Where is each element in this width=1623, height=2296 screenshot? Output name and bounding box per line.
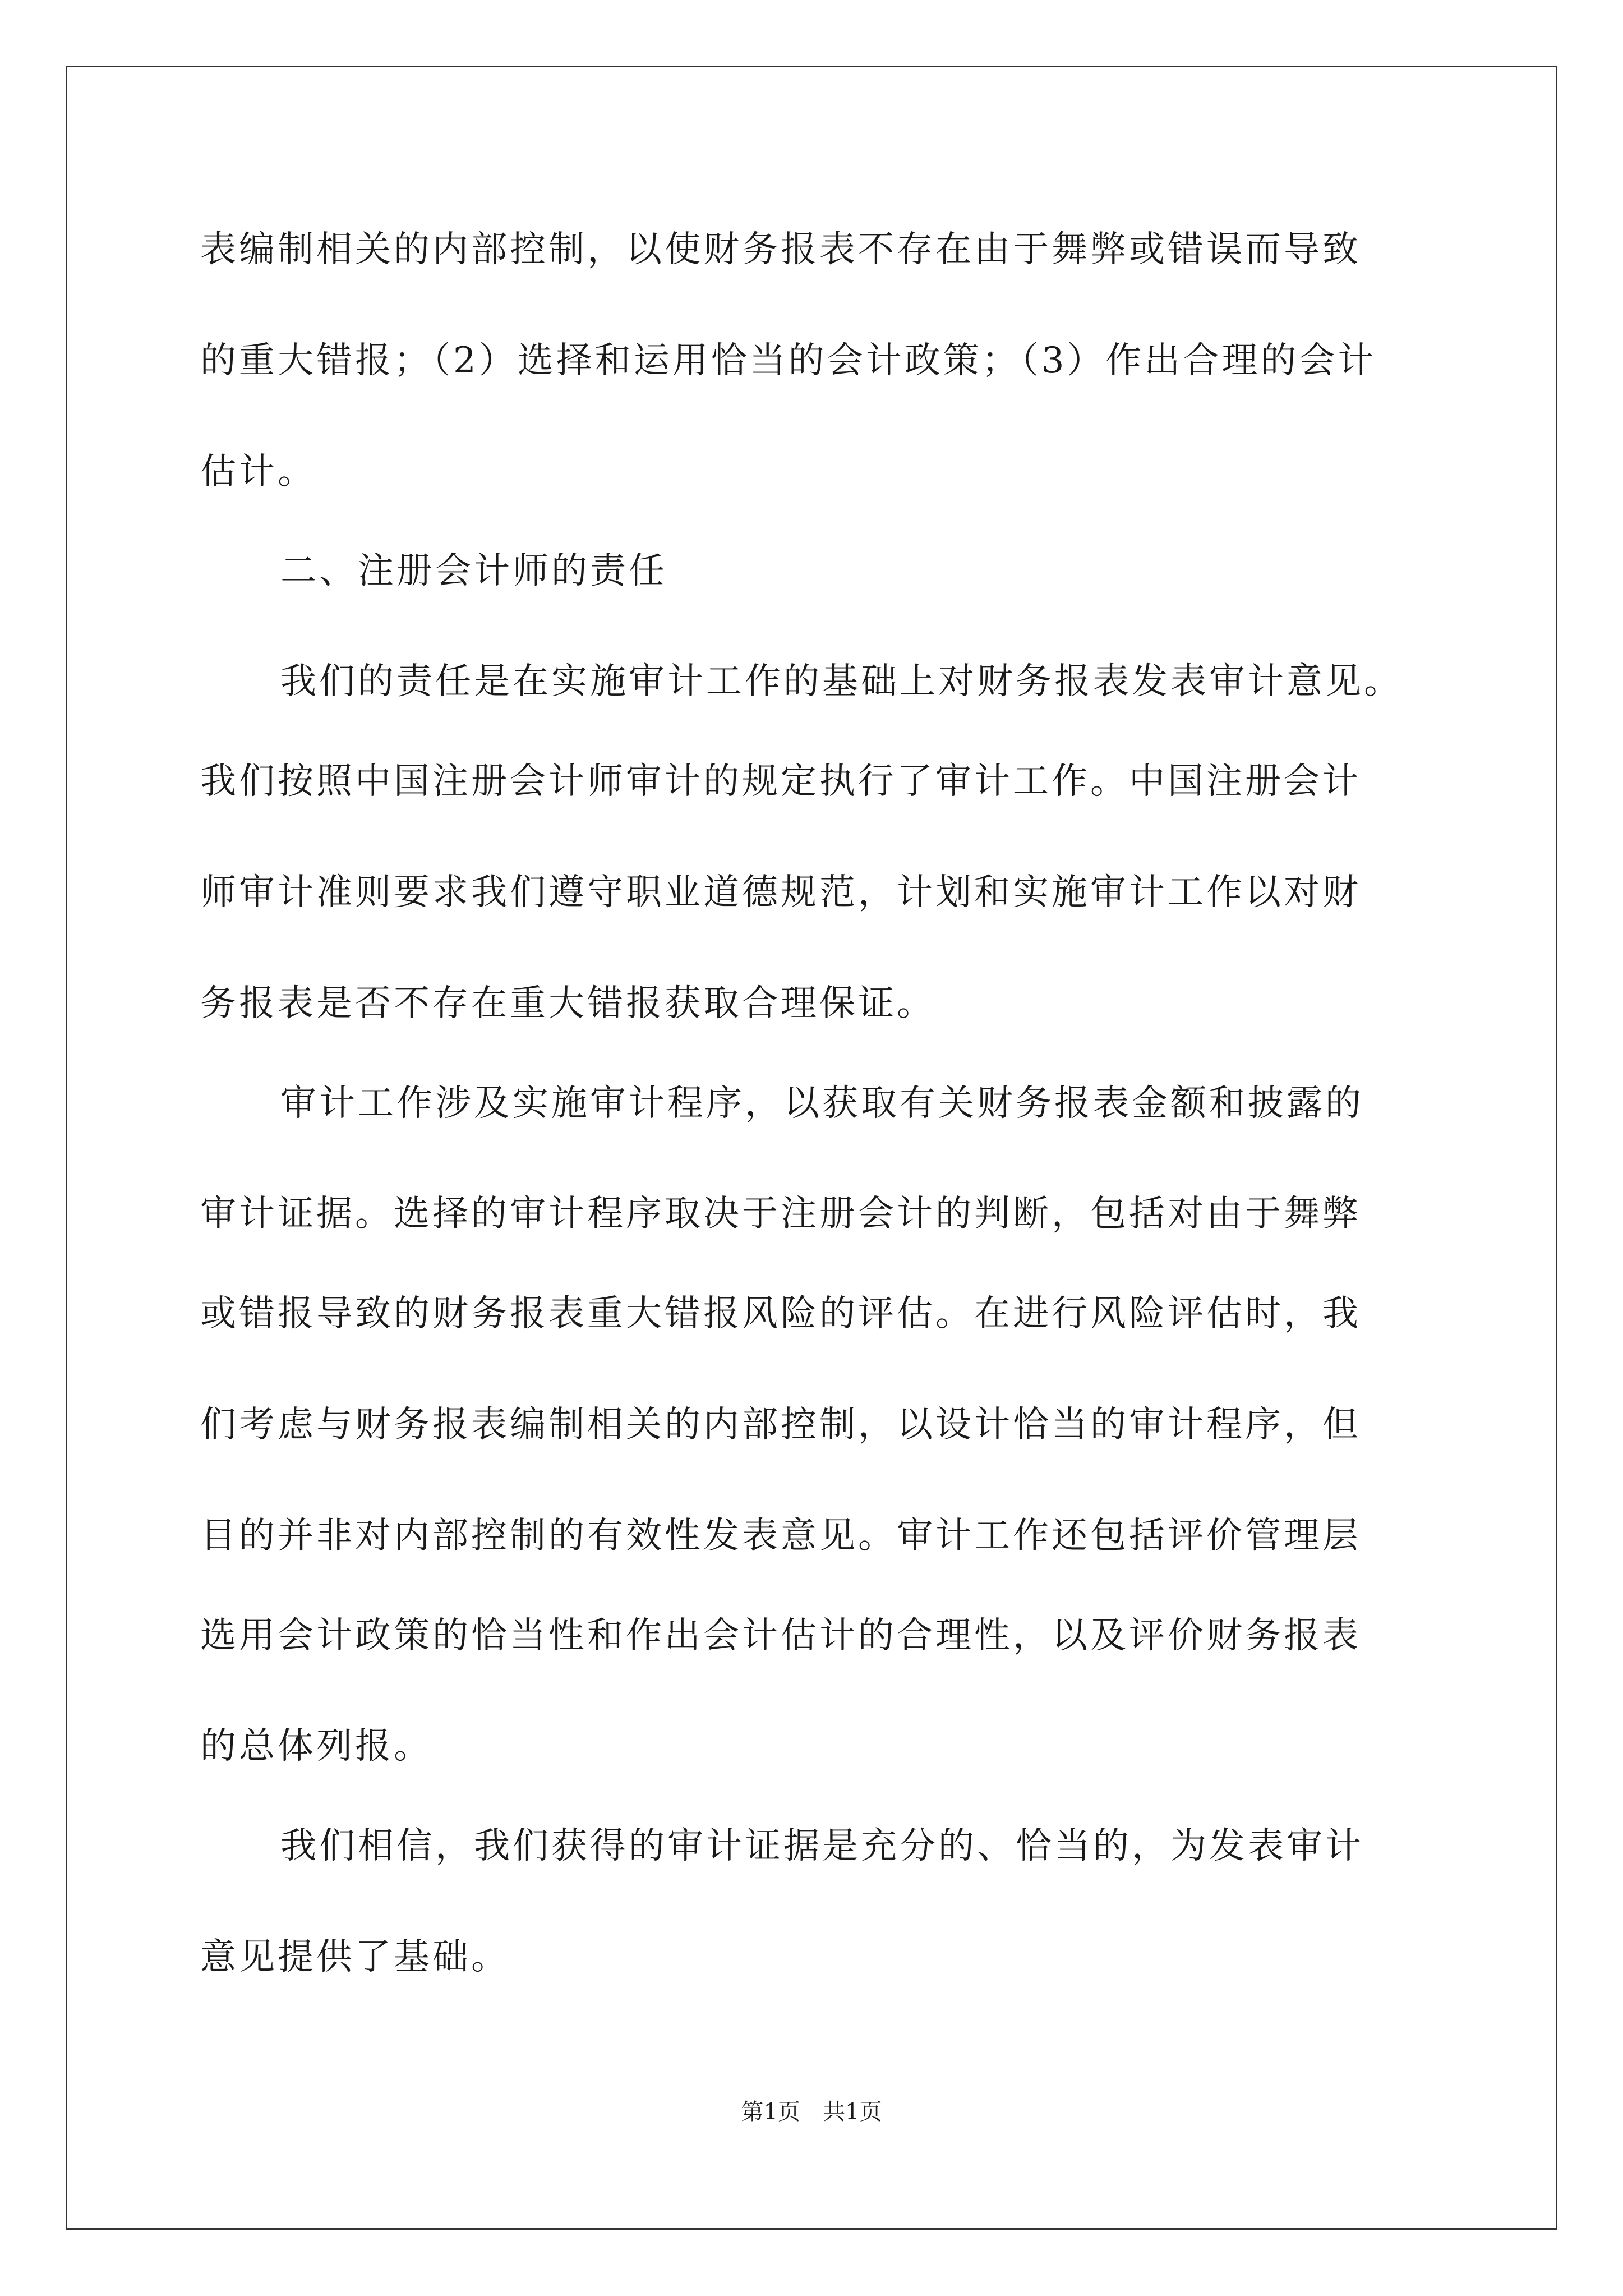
body-text-line: 我们相信，我们获得的审计证据是充分的、恰当的，为发表审计	[280, 1825, 1364, 1867]
body-text-line: 意见提供了基础。	[200, 1936, 510, 1978]
body-text-line: 师审计准则要求我们遵守职业道德规范，计划和实施审计工作以对财	[200, 872, 1361, 913]
body-text-line: 选用会计政策的恰当性和作出会计估计的合理性，以及评价财务报表	[200, 1615, 1361, 1657]
body-text-line: 估计。	[200, 451, 316, 493]
body-text-line: 的重大错报；（2）选择和运用恰当的会计政策；（3）作出合理的会计	[200, 340, 1377, 381]
section-heading: 二、注册会计师的责任	[280, 550, 667, 592]
body-text-line: 目的并非对内部控制的有效性发表意见。审计工作还包括评价管理层	[200, 1515, 1361, 1557]
body-text-line: 的总体列报。	[200, 1726, 432, 1767]
body-text-line: 审计证据。选择的审计程序取决于注册会计的判断，包括对由于舞弊	[200, 1193, 1361, 1235]
page-border	[66, 66, 1557, 2230]
body-text-line: 审计工作涉及实施审计程序，以获取有关财务报表金额和披露的	[280, 1083, 1364, 1124]
body-text-line: 我们按照中国注册会计师审计的规定执行了审计工作。中国注册会计	[200, 761, 1361, 802]
body-text-line: 或错报导致的财务报表重大错报风险的评估。在进行风险评估时，我	[200, 1293, 1361, 1335]
page-number: 第1页 共1页	[741, 2099, 882, 2125]
body-text-line: 务报表是否不存在重大错报获取合理保证。	[200, 983, 935, 1024]
body-text-line: 我们的责任是在实施审计工作的基础上对财务报表发表审计意见。	[280, 661, 1403, 702]
body-text-line: 们考虑与财务报表编制相关的内部控制，以设计恰当的审计程序，但	[200, 1404, 1361, 1446]
body-text-line: 表编制相关的内部控制，以使财务报表不存在由于舞弊或错误而导致	[200, 229, 1361, 270]
